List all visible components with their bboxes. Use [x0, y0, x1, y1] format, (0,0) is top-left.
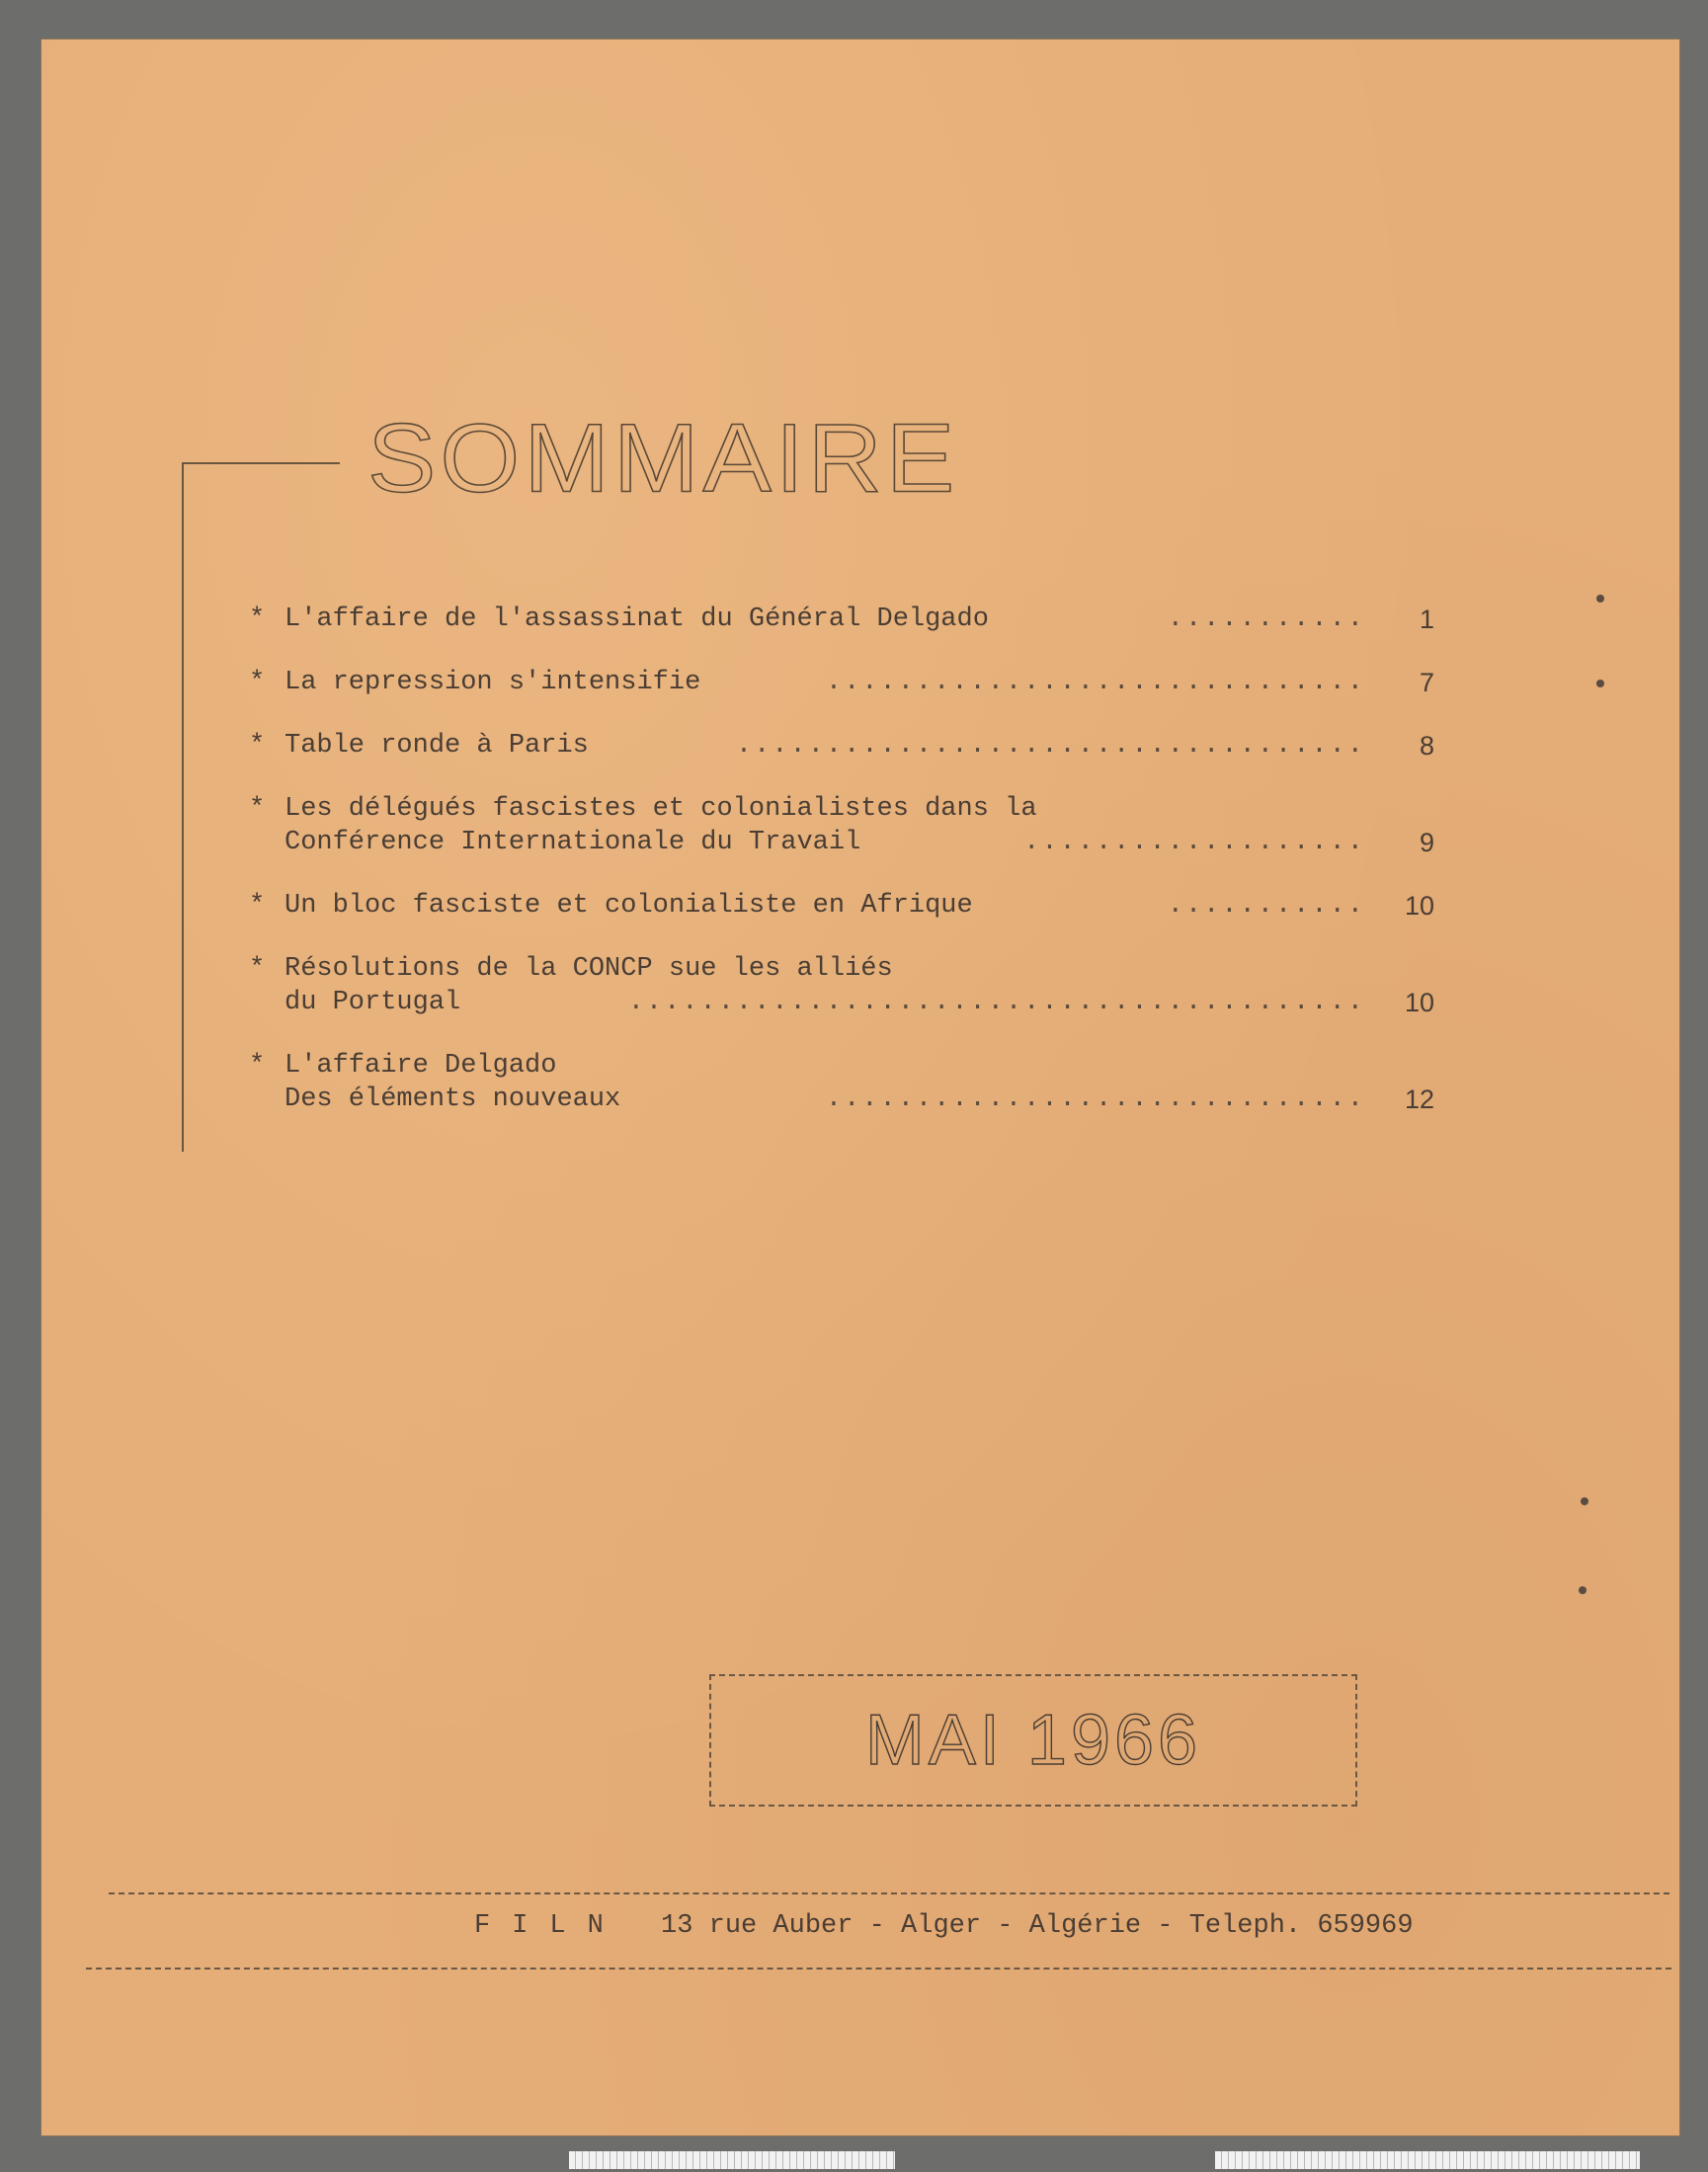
footer-rule-bottom — [86, 1968, 1671, 1970]
toc-page-number: 12 — [1404, 1085, 1434, 1114]
toc-entry-text: Résolutions de la CONCP sue les alliés — [285, 954, 893, 984]
punch-hole-mark — [1579, 1586, 1586, 1594]
toc-entry-text: La repression s'intensifie — [285, 668, 701, 697]
toc-entry — [249, 952, 1434, 1019]
bracket-rule-vertical — [182, 462, 184, 1152]
leader-dots: ......................................... — [627, 988, 1365, 1017]
leader-dots: ........... — [1167, 604, 1365, 634]
leader-dots: ................... — [1023, 828, 1365, 857]
toc-entry-text: Table ronde à Paris — [285, 731, 589, 761]
document-title: SOMMAIRE — [367, 404, 959, 514]
toc-entry-text-continued: Des éléments nouveaux — [285, 1085, 621, 1114]
toc-page-number: 10 — [1404, 988, 1434, 1017]
toc-entry — [249, 729, 1434, 763]
toc-entry-text-continued: du Portugal — [285, 988, 461, 1017]
document-page — [41, 40, 1679, 2135]
toc-page-number: 1 — [1419, 604, 1434, 634]
leader-dots: .............................. — [825, 668, 1365, 697]
footer — [474, 1911, 1414, 1941]
toc-page-number: 9 — [1419, 828, 1434, 857]
toc-entry — [249, 1049, 1434, 1116]
leader-dots: ................................... — [735, 731, 1365, 761]
date-stamp-box — [709, 1674, 1357, 1807]
footer-organization: FILN — [474, 1911, 625, 1941]
toc-page-number: 7 — [1419, 668, 1434, 697]
toc-entry-text: Les délégués fascistes et colonialistes dans la — [285, 794, 1037, 824]
scale-ruler-right — [1215, 2151, 1640, 2169]
bullet-star: * — [249, 954, 266, 984]
bullet-star: * — [249, 604, 266, 634]
toc-entry — [249, 889, 1434, 923]
toc-page-number: 8 — [1419, 731, 1434, 761]
footer-rule-top — [109, 1892, 1669, 1894]
bullet-star: * — [249, 1051, 266, 1081]
toc-entry — [249, 792, 1434, 859]
toc-entry — [249, 603, 1434, 636]
footer-address: 13 rue Auber - Alger - Algérie - Teleph. 659969 — [661, 1911, 1414, 1941]
bullet-star: * — [249, 891, 266, 921]
leader-dots: ........... — [1167, 891, 1365, 921]
leader-dots: .............................. — [825, 1085, 1365, 1114]
table-of-contents — [249, 603, 1434, 1146]
punch-hole-mark — [1596, 595, 1604, 603]
punch-hole-mark — [1596, 680, 1604, 687]
toc-entry-text: L'affaire de l'assassinat du Général Delgado — [285, 604, 989, 634]
toc-entry-text: L'affaire Delgado — [285, 1051, 557, 1081]
toc-page-number: 10 — [1404, 891, 1434, 921]
punch-hole-mark — [1581, 1497, 1588, 1505]
date-stamp: MAI 1966 — [864, 1701, 1202, 1780]
bullet-star: * — [249, 668, 266, 697]
bullet-star: * — [249, 794, 266, 824]
scale-ruler-left — [569, 2151, 895, 2169]
toc-entry-text-continued: Conférence Internationale du Travail — [285, 828, 861, 857]
toc-entry — [249, 666, 1434, 699]
bullet-star: * — [249, 731, 266, 761]
toc-entry-text: Un bloc fasciste et colonialiste en Afrique — [285, 891, 973, 921]
bracket-rule-horizontal — [182, 462, 340, 464]
